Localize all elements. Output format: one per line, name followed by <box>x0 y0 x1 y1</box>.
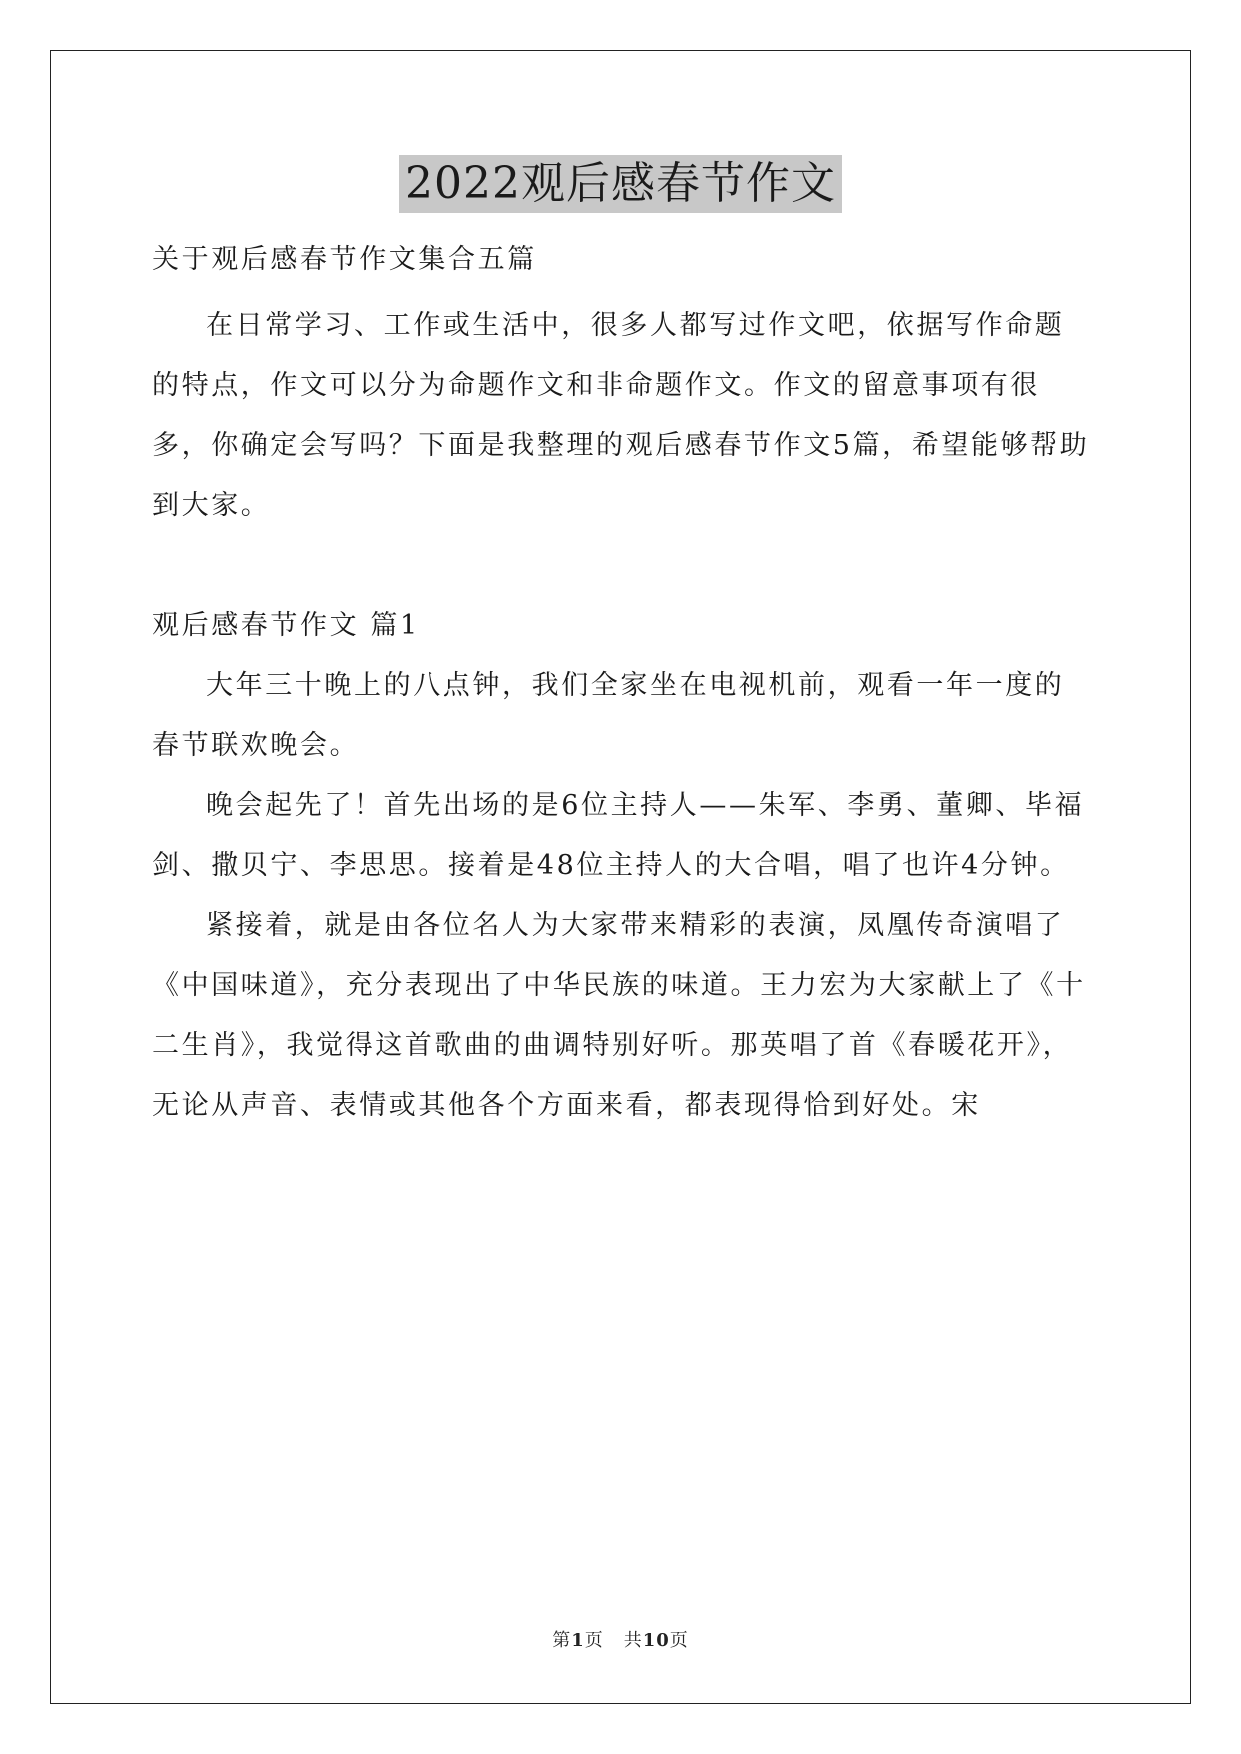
page-prefix: 第 <box>552 1630 572 1651</box>
body-paragraph-3: 紧接着，就是由各位名人为大家带来精彩的表演，凤凰传奇演唱了《中国味道》，充分表现出了中华民族的味道。王力宏为大家献上了《十二生肖》，我觉得这首歌曲的曲调特别好听。那英唱了首《春暖花开》，无论从声音、表情或其他各个方面来看，都表现得恰到好处。宋 <box>152 910 1086 1121</box>
document-title: 2022观后感春节作文 <box>399 155 842 213</box>
section-heading: 观后感春节作文 篇1 <box>152 610 420 641</box>
page-suffix: 页 <box>584 1630 604 1651</box>
body-paragraph-1: 大年三十晚上的八点钟，我们全家坐在电视机前，观看一年一度的春节联欢晚会。 <box>152 670 1065 761</box>
intro-paragraph: 在日常学习、工作或生活中，很多人都写过作文吧，依据写作命题的特点，作文可以分为命题作文和非命题作文。作文的留意事项有很多，你确定会写吗？下面是我整理的观后感春节作文5篇，希望能够帮助到大家。 <box>152 310 1090 521</box>
title-container <box>0 155 1241 213</box>
document-body <box>152 230 1092 1136</box>
total-prefix: 共 <box>623 1630 643 1651</box>
body-paragraph-2: 晚会起先了！首先出场的是6位主持人——朱军、李勇、董卿、毕福剑、撒贝宁、李思思。接着是48位主持人的大合唱，唱了也许4分钟。 <box>152 790 1085 881</box>
document-subtitle: 关于观后感春节作文集合五篇 <box>152 244 537 275</box>
page-footer <box>0 1626 1241 1652</box>
total-suffix: 页 <box>669 1630 689 1651</box>
total-pages: 10 <box>642 1630 670 1651</box>
page-number: 1 <box>571 1630 585 1651</box>
